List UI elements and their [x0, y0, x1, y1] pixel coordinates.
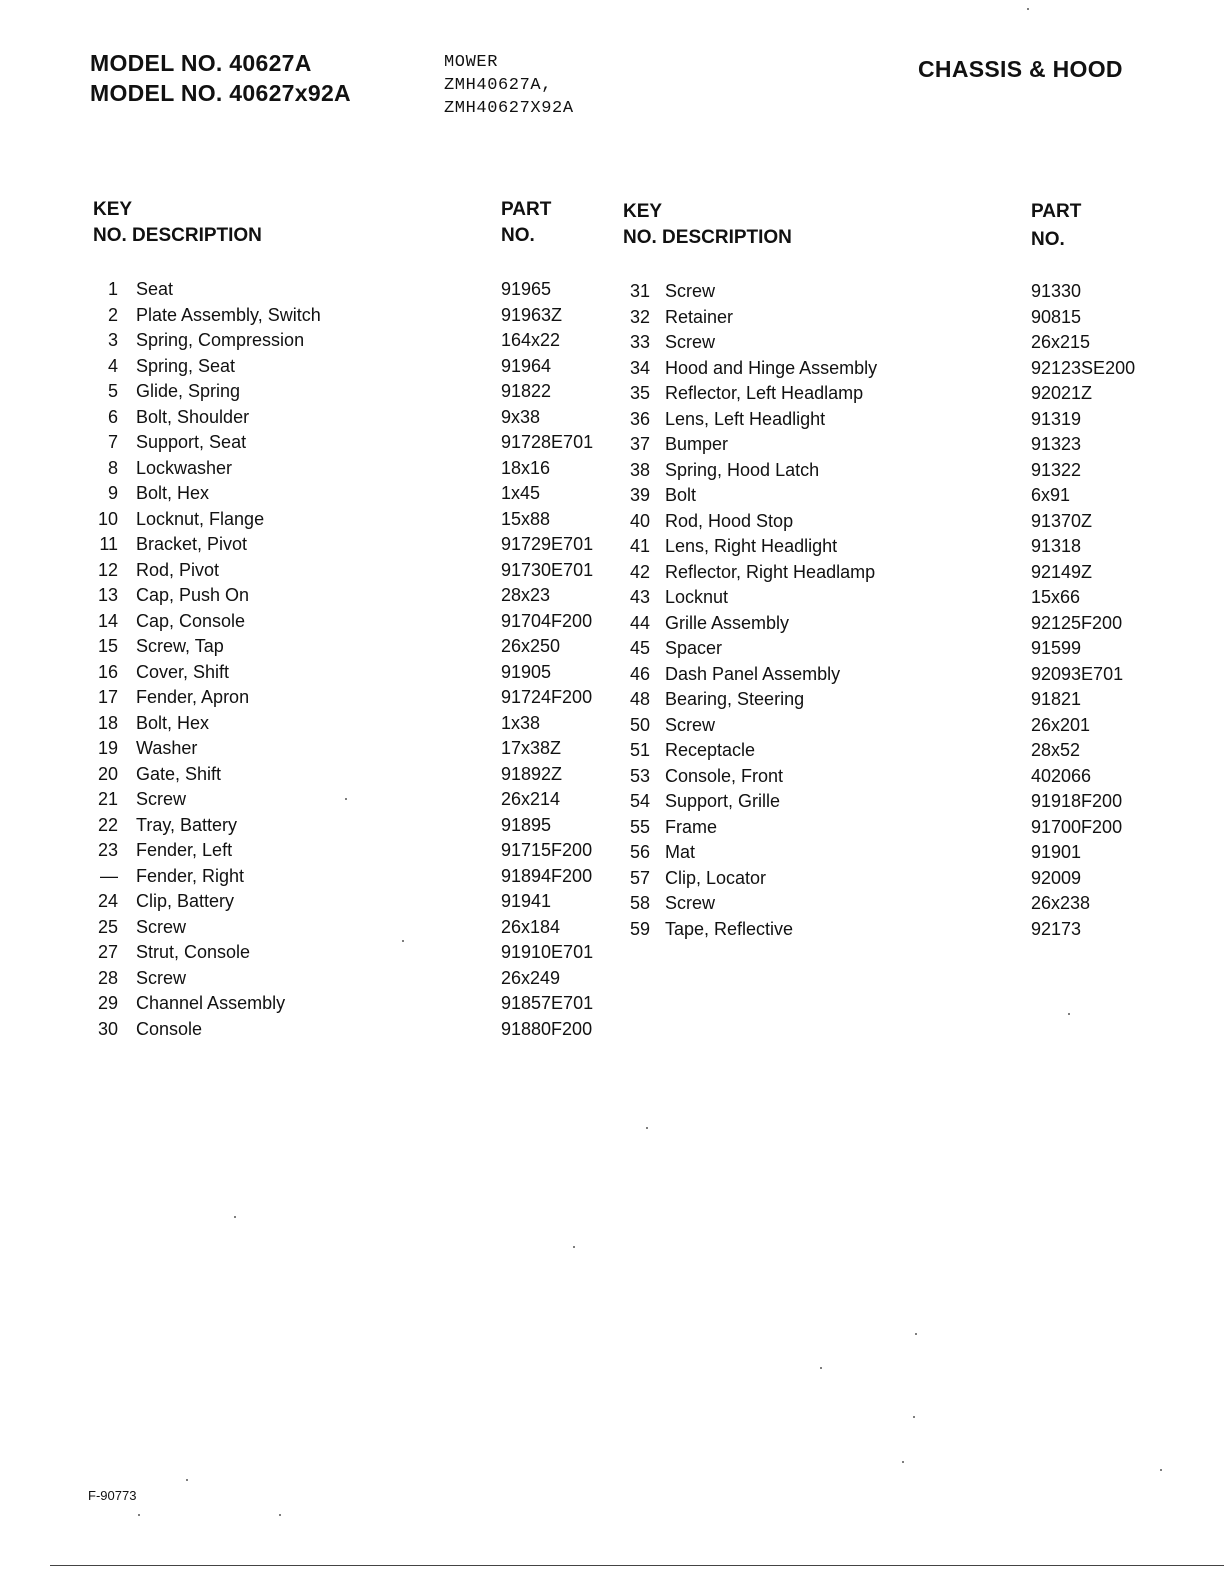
mower-model-line-2: ZMH40627X92A	[444, 99, 574, 118]
key-number: 58	[629, 893, 650, 913]
part-description: Screw, Tap	[136, 636, 224, 656]
part-number: 92123SE200	[1031, 357, 1136, 378]
key-number: 46	[629, 663, 650, 684]
key-number: 35	[629, 383, 650, 403]
key-number: 36	[629, 408, 650, 429]
key-number: 29	[97, 993, 118, 1013]
parts-row	[92, 764, 622, 790]
parts-row	[622, 791, 1182, 817]
part-description: Reflector, Right Headlamp	[665, 561, 876, 582]
scan-speck	[915, 1333, 917, 1335]
part-description: Screw	[665, 281, 716, 301]
scan-speck	[902, 1461, 904, 1463]
key-number: 50	[629, 714, 650, 735]
part-description: Spring, Seat	[136, 355, 236, 376]
part-number: 91910E701	[501, 942, 594, 962]
part-number: 92125F200	[1031, 612, 1123, 633]
part-description: Bolt	[665, 485, 697, 505]
part-number: 91941	[501, 891, 552, 911]
part-description: Lockwasher	[136, 457, 233, 478]
scan-speck	[1027, 8, 1029, 10]
part-number: 18x16	[501, 457, 551, 478]
part-description: Spring, Hood Latch	[665, 459, 820, 480]
part-number: 26x214	[501, 789, 561, 809]
part-number: 91729E701	[501, 534, 594, 554]
part-number: 1x45	[501, 483, 541, 503]
key-number: 41	[629, 536, 650, 556]
scan-speck	[1160, 1469, 1162, 1471]
key-number: 56	[629, 842, 650, 862]
part-number: 91724F200	[501, 687, 593, 707]
key-number: 7	[107, 432, 118, 452]
key-number: 12	[97, 559, 118, 580]
part-number: 91892Z	[501, 763, 563, 784]
scan-speck	[573, 1246, 575, 1248]
scan-speck	[279, 1514, 281, 1516]
key-number: 1	[107, 279, 118, 299]
key-number: 13	[97, 585, 118, 605]
scan-speck	[234, 1216, 236, 1218]
key-number: 4	[107, 355, 118, 376]
parts-row	[92, 611, 622, 637]
parts-row	[92, 458, 622, 484]
part-description: Rod, Pivot	[136, 559, 220, 580]
part-number: 91599	[1031, 638, 1082, 658]
parts-row	[622, 638, 1182, 664]
key-number: 39	[629, 485, 650, 505]
part-description: Strut, Console	[136, 942, 251, 962]
scan-speck	[138, 1514, 140, 1516]
part-number: 28x23	[501, 585, 551, 605]
part-number: 91901	[1031, 842, 1082, 862]
part-description: Gate, Shift	[136, 763, 222, 784]
key-number: 33	[629, 332, 650, 352]
parts-row	[92, 866, 622, 892]
part-description: Lens, Right Headlight	[665, 536, 838, 556]
parts-row	[622, 613, 1182, 639]
part-description: Glide, Spring	[136, 381, 241, 401]
part-number: 91880F200	[501, 1018, 593, 1039]
parts-row	[622, 766, 1182, 792]
part-number: 9x38	[501, 406, 541, 427]
key-number: 21	[97, 789, 118, 809]
key-number: 28	[97, 967, 118, 988]
key-number: 6	[107, 406, 118, 427]
key-number: 15	[97, 636, 118, 656]
key-number: 32	[629, 306, 650, 327]
left-key-header: KEY	[93, 199, 133, 220]
part-description: Support, Grille	[665, 791, 781, 811]
right-part-header: PART	[1031, 201, 1082, 222]
part-description: Rod, Hood Stop	[665, 510, 794, 531]
key-number: 45	[629, 638, 650, 658]
parts-row	[92, 560, 622, 586]
part-number: 91319	[1031, 408, 1082, 429]
part-description: Washer	[136, 738, 198, 758]
parts-row	[622, 485, 1182, 511]
part-description: Receptacle	[665, 740, 756, 760]
key-number: 3	[107, 330, 118, 350]
part-description: Console, Front	[665, 765, 784, 786]
part-number: 92093E701	[1031, 663, 1124, 684]
part-number: 15x66	[1031, 587, 1081, 607]
part-number: 91963Z	[501, 304, 563, 325]
parts-row	[622, 562, 1182, 588]
part-description: Channel Assembly	[136, 993, 286, 1013]
parts-row	[92, 305, 622, 331]
parts-row	[622, 868, 1182, 894]
part-description: Screw	[136, 789, 187, 809]
parts-row	[92, 713, 622, 739]
part-description: Mat	[665, 842, 696, 862]
part-number: 91905	[501, 661, 552, 682]
left-part-no-header: NO.	[501, 225, 535, 246]
key-number: 16	[97, 661, 118, 682]
part-description: Screw	[136, 967, 187, 988]
parts-row	[622, 434, 1182, 460]
model-number-line-2: MODEL NO. 40627x92A	[90, 80, 351, 106]
part-number: 91894F200	[501, 865, 593, 886]
parts-row	[92, 942, 622, 968]
key-number: 51	[629, 740, 650, 760]
part-number: 92021Z	[1031, 383, 1093, 403]
key-number: 30	[97, 1018, 118, 1039]
parts-row	[92, 840, 622, 866]
key-number: 18	[97, 712, 118, 733]
key-number: 55	[629, 816, 650, 837]
part-number: 91821	[1031, 689, 1082, 709]
key-number: 42	[629, 561, 650, 582]
parts-row	[92, 330, 622, 356]
key-number: 22	[97, 814, 118, 835]
part-number: 164x22	[501, 330, 561, 350]
parts-row	[622, 842, 1182, 868]
parts-row	[622, 587, 1182, 613]
parts-row	[92, 687, 622, 713]
part-number: 17x38Z	[501, 738, 562, 758]
part-number: 26x250	[501, 636, 561, 656]
scan-speck	[402, 940, 404, 942]
key-number: 34	[629, 357, 650, 378]
parts-row	[92, 891, 622, 917]
part-number: 91965	[501, 279, 552, 299]
right-parts-list	[622, 281, 1182, 944]
part-description: Dash Panel Assembly	[665, 663, 841, 684]
part-description: Cover, Shift	[136, 661, 230, 682]
parts-row	[92, 483, 622, 509]
key-number: 48	[629, 689, 650, 709]
key-number: 17	[97, 687, 118, 707]
left-parts-list	[92, 279, 622, 1044]
part-number: 26x184	[501, 916, 561, 937]
key-number: 59	[629, 918, 650, 939]
key-number: 27	[97, 942, 118, 962]
parts-row	[92, 381, 622, 407]
key-number: 10	[97, 508, 118, 529]
part-description: Hood and Hinge Assembly	[665, 357, 878, 378]
parts-row	[92, 993, 622, 1019]
part-number: 26x201	[1031, 714, 1091, 735]
parts-row	[622, 409, 1182, 435]
part-description: Frame	[665, 816, 718, 837]
parts-row	[622, 332, 1182, 358]
part-description: Bolt, Hex	[136, 712, 210, 733]
key-number: 2	[107, 304, 118, 325]
left-part-header: PART	[501, 199, 552, 220]
key-number: 24	[97, 891, 118, 911]
parts-row	[622, 715, 1182, 741]
part-number: 1x38	[501, 712, 541, 733]
part-number: 26x215	[1031, 332, 1091, 352]
part-description: Grille Assembly	[665, 612, 790, 633]
part-description: Screw	[665, 714, 716, 735]
part-description: Bearing, Steering	[665, 689, 805, 709]
key-number: 20	[97, 763, 118, 784]
right-part-no-header: NO.	[1031, 229, 1065, 250]
parts-row	[622, 460, 1182, 486]
scan-speck	[345, 798, 347, 800]
parts-row	[92, 636, 622, 662]
parts-row	[92, 815, 622, 841]
key-number: —	[100, 865, 118, 886]
scan-speck	[1068, 1013, 1070, 1015]
part-number: 28x52	[1031, 740, 1081, 760]
part-description: Screw	[665, 332, 716, 352]
part-number: 402066	[1031, 765, 1092, 786]
part-number: 91730E701	[501, 559, 594, 580]
parts-row	[92, 968, 622, 994]
part-description: Bolt, Shoulder	[136, 406, 250, 427]
part-description: Spacer	[665, 638, 723, 658]
parts-row	[622, 383, 1182, 409]
part-description: Tray, Battery	[136, 814, 238, 835]
parts-row	[622, 817, 1182, 843]
key-number: 44	[629, 612, 650, 633]
key-number: 11	[99, 534, 118, 554]
key-number: 8	[107, 457, 118, 478]
parts-row	[622, 511, 1182, 537]
part-number: 92149Z	[1031, 561, 1093, 582]
key-number: 19	[97, 738, 118, 758]
part-number: 92009	[1031, 867, 1082, 888]
mower-model-line-1: ZMH40627A,	[444, 76, 553, 95]
part-number: 26x249	[501, 967, 561, 988]
part-description: Console	[136, 1018, 203, 1039]
part-number: 6x91	[1031, 485, 1071, 505]
part-number: 91700F200	[1031, 816, 1123, 837]
part-number: 91857E701	[501, 993, 594, 1013]
parts-row	[622, 740, 1182, 766]
part-number: 91728E701	[501, 432, 594, 452]
part-number: 91322	[1031, 459, 1082, 480]
part-description: Lens, Left Headlight	[665, 408, 826, 429]
key-number: 54	[629, 791, 650, 811]
parts-row	[92, 1019, 622, 1045]
part-number: 26x238	[1031, 893, 1091, 913]
scan-speck	[646, 1127, 648, 1129]
key-number: 37	[629, 434, 650, 454]
part-description: Spring, Compression	[136, 330, 305, 350]
key-number: 57	[629, 867, 650, 888]
key-number: 5	[107, 381, 118, 401]
parts-row	[92, 509, 622, 535]
part-number: 91822	[501, 381, 552, 401]
key-number: 23	[97, 840, 118, 860]
part-description: Retainer	[665, 306, 734, 327]
part-number: 92173	[1031, 918, 1082, 939]
part-description: Clip, Locator	[665, 867, 767, 888]
parts-row	[92, 738, 622, 764]
parts-row	[92, 356, 622, 382]
part-description: Screw	[136, 916, 187, 937]
key-number: 31	[629, 281, 650, 301]
parts-row	[622, 893, 1182, 919]
part-number: 91323	[1031, 434, 1082, 454]
key-number: 40	[629, 510, 650, 531]
part-description: Clip, Battery	[136, 891, 235, 911]
parts-row	[92, 917, 622, 943]
part-description: Reflector, Left Headlamp	[665, 383, 864, 403]
parts-row	[622, 689, 1182, 715]
part-description: Bracket, Pivot	[136, 534, 248, 554]
part-number: 91704F200	[501, 610, 593, 631]
part-description: Locknut	[665, 587, 729, 607]
part-description: Bumper	[665, 434, 729, 454]
part-description: Locknut, Flange	[136, 508, 265, 529]
part-number: 15x88	[501, 508, 551, 529]
bottom-rule	[50, 1565, 1224, 1566]
parts-row	[92, 662, 622, 688]
part-description: Fender, Apron	[136, 687, 250, 707]
part-number: 91330	[1031, 281, 1082, 301]
part-description: Support, Seat	[136, 432, 247, 452]
mower-label: MOWER	[444, 53, 499, 72]
part-number: 91895	[501, 814, 552, 835]
right-key-header: KEY	[623, 201, 663, 222]
section-title: CHASSIS & HOOD	[918, 56, 1123, 82]
part-description: Seat	[136, 279, 174, 299]
part-number: 91318	[1031, 536, 1082, 556]
parts-row	[622, 919, 1182, 945]
part-number: 91964	[501, 355, 552, 376]
parts-row	[92, 432, 622, 458]
parts-row	[622, 307, 1182, 333]
part-description: Tape, Reflective	[665, 918, 794, 939]
form-number: F-90773	[88, 1488, 137, 1503]
part-description: Cap, Push On	[136, 585, 250, 605]
part-number: 91918F200	[1031, 791, 1123, 811]
parts-row	[92, 789, 622, 815]
parts-row	[92, 407, 622, 433]
parts-row	[92, 279, 622, 305]
scan-speck	[820, 1367, 822, 1369]
key-number: 9	[107, 483, 118, 503]
parts-row	[622, 281, 1182, 307]
part-description: Fender, Left	[136, 840, 233, 860]
key-number: 25	[97, 916, 118, 937]
key-number: 53	[629, 765, 650, 786]
part-description: Fender, Right	[136, 865, 245, 886]
left-no-description-header: NO. DESCRIPTION	[93, 225, 262, 246]
key-number: 43	[629, 587, 650, 607]
parts-row	[622, 536, 1182, 562]
scan-speck	[186, 1479, 188, 1481]
part-number: 91715F200	[501, 840, 593, 860]
parts-row	[622, 664, 1182, 690]
part-description: Screw	[665, 893, 716, 913]
right-no-description-header: NO. DESCRIPTION	[623, 227, 792, 248]
part-description: Cap, Console	[136, 610, 246, 631]
part-description: Plate Assembly, Switch	[136, 304, 321, 325]
parts-row	[92, 534, 622, 560]
parts-row	[92, 585, 622, 611]
parts-row	[622, 358, 1182, 384]
scan-speck	[913, 1416, 915, 1418]
key-number: 38	[629, 459, 650, 480]
part-number: 91370Z	[1031, 510, 1093, 531]
key-number: 14	[97, 610, 118, 631]
part-description: Bolt, Hex	[136, 483, 210, 503]
part-number: 90815	[1031, 306, 1082, 327]
model-number-line-1: MODEL NO. 40627A	[90, 50, 312, 76]
